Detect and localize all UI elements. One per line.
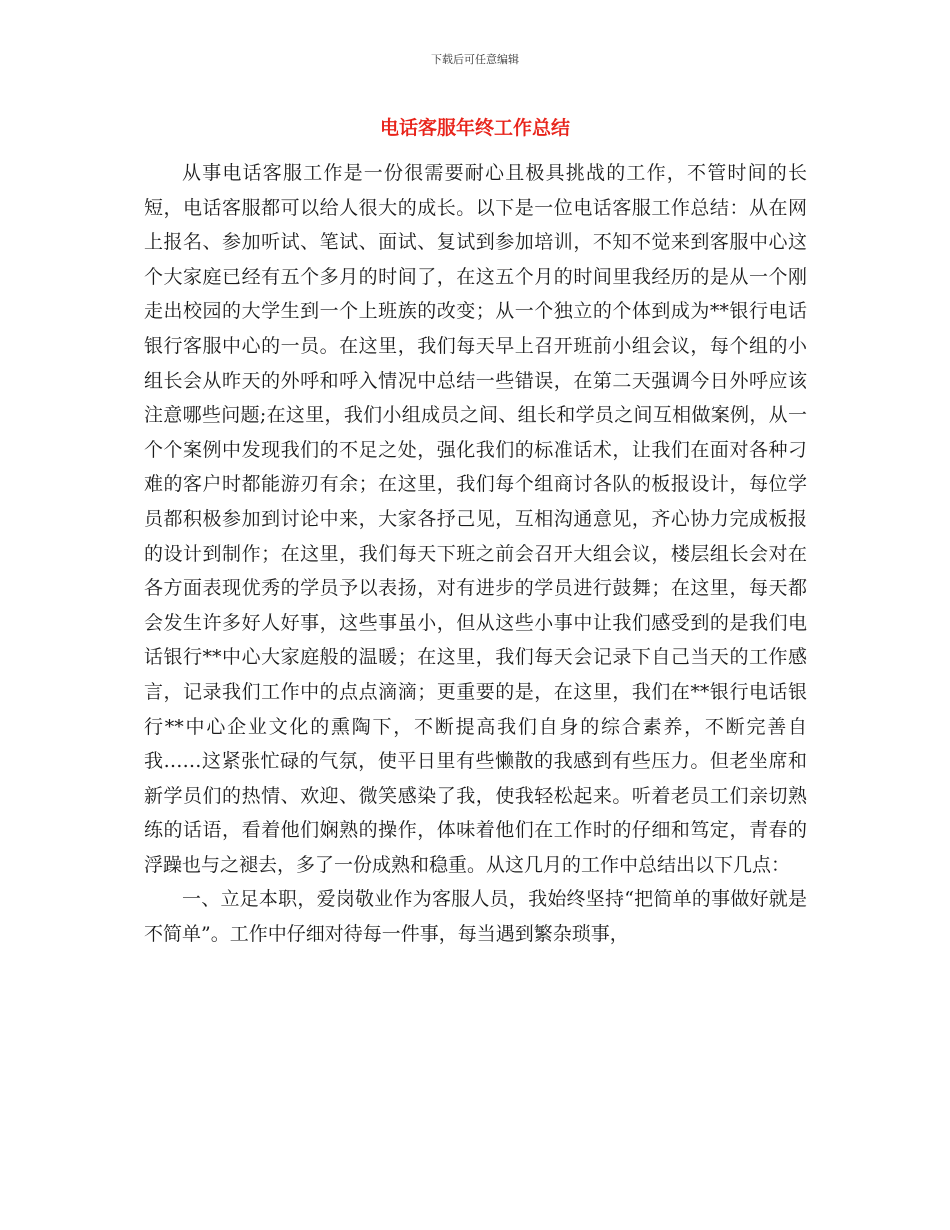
paragraph: 一、立足本职，爱岗敬业作为客服人员，我始终坚持“把简单的事做好就是不简单”。工作中仔细对待每一件事，每当遇到繁杂琐事，: [144, 888, 807, 946]
header-note: 下载后可任意编辑: [431, 53, 519, 66]
document-title: 电话客服年终工作总结: [379, 117, 570, 139]
paragraph: 从事电话客服工作是一份很需要耐心且极具挑战的工作，不管时间的长短，电话客服都可以给人很大的成长。以下是一位电话客服工作总结：从在网上报名、参加听试、笔试、面试、复试到参加培训，不知不觉来到客服中心这个大家庭已经有五个多月的时间了，在这五个月的时间里我经历的是从一个刚走出校园的大学生到一个上班族的改变；从一个独立的个体到成为**银行电话银行客服中心的一员。在这里，我们每天早上召开班前小组会议，每个组的小组长会从昨天的外呼和呼入情况中总结一些错误，在第二天强调今日外呼应该注意哪些问题;在这里，我们小组成员之间、组长和学员之间互相做案例，从一个个案例中发现我们的不足之处，强化我们的标准话术，让我们在面对各种刁难的客户时都能游刃有余；在这里，我们每个组商讨各队的板报设计，每位学员都积极参加到讨论中来，大家各抒己见，互相沟通意见，齐心协力完成板报的设计到制作；在这里，我们每天下班之前会召开大组会议，楼层组长会对在各方面表现优秀的学员予以表扬，对有进步的学员进行鼓舞；在这里，每天都会发生许多好人好事，这些事虽小，但从这些小事中让我们感受到的是我们电话银行**中心大家庭般的温暖；在这里，我们每天会记录下自己当天的工作感言，记录我们工作中的点点滴滴；更重要的是，在这里，我们在**银行电话银行**中心企业文化的熏陶下，不断提高我们自身的综合素养，不断完善自我……这紧张忙碌的气氛，使平日里有些懒散的我感到有些压力。但老坐席和新学员们的热情、欢迎、微笑感染了我，使我轻松起来。听着老员工们亲切熟练的话语，看着他们娴熟的操作，体味着他们在工作时的仔细和笃定，青春的浮躁也与之褪去，多了一份成熟和稳重。从这几月的工作中总结出以下几点：: [144, 162, 807, 876]
document-body: [144, 156, 807, 952]
